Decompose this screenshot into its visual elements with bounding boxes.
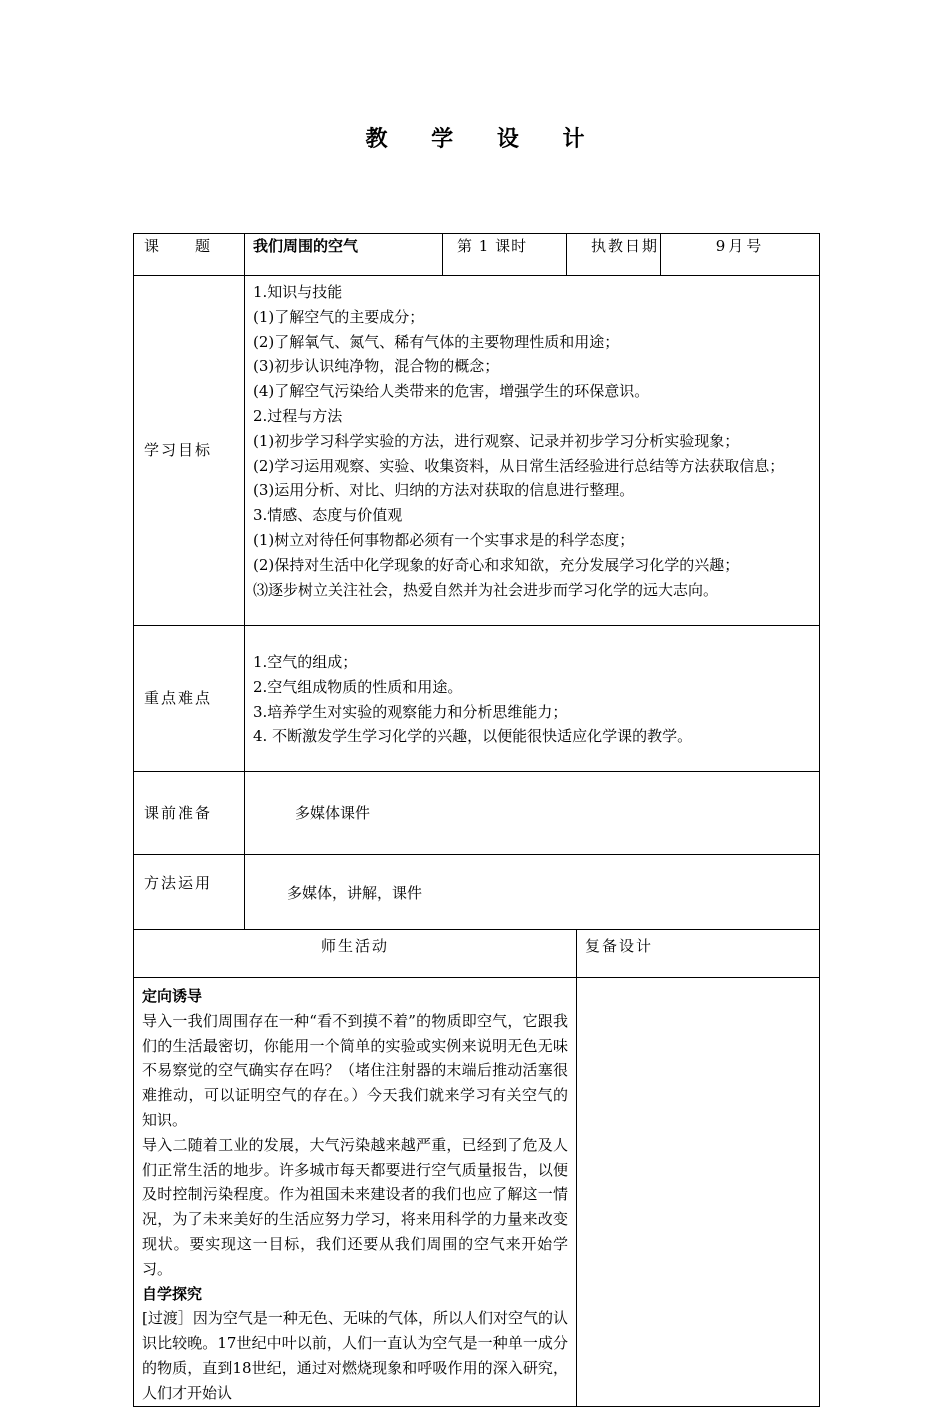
- preparation-value: 多媒体课件: [245, 772, 820, 855]
- activities-header-row: [134, 930, 820, 978]
- objective-line: (2)学习运用观察、实验、收集资料，从日常生活经验进行总结等方法获取信息；: [253, 456, 785, 475]
- section-heading: 定向诱导: [142, 987, 203, 1005]
- objective-line: 2.过程与方法: [253, 406, 343, 425]
- section-heading: 自学探究: [142, 1284, 203, 1303]
- preparation-label: 课前准备: [134, 772, 245, 855]
- lesson-plan-table: [133, 233, 820, 1407]
- methods-row: [134, 855, 820, 930]
- key-point-line: 2.空气组成物质的性质和用途。: [253, 677, 463, 696]
- course-name: 我们周围的空气: [245, 234, 443, 276]
- activities-content: [134, 978, 577, 1407]
- paragraph: [过渡］因为空气是一种无色、无味的气体，所以人们对空气的认识比较晚。17世纪中叶以前，人们一直认为空气是一种单一成分的物质，直到18世纪，通过对燃烧现象和呼吸作用的深入研究，人们才开始认: [142, 1309, 568, 1402]
- objective-line: (2)保持对生活中化学现象的好奇心和求知欲，充分发展学习化学的兴趣；: [253, 555, 740, 574]
- key-point-line: 3.培养学生对实验的观察能力和分析思维能力；: [253, 702, 568, 721]
- paragraph: 导入二随着工业的发展，大气污染越来越严重，已经到了危及人们正常生活的地步。许多城市每天都要进行空气质量报告，以便及时控制污染程度。作为祖国未来建设者的我们也应了解这一情况，为了未来美好的生活应努力学习，将来用科学的力量来改变现状。要实现这一目标，我们还要从我们周围的空气来开始学习。: [142, 1135, 568, 1278]
- lesson-number: 第 1 课时: [443, 234, 567, 276]
- key-point-line: 1.空气的组成；: [253, 652, 358, 671]
- header-row: [134, 234, 820, 276]
- objectives-content: [245, 276, 820, 626]
- key-points-row: [134, 626, 820, 772]
- objective-line: (3)初步认识纯净物，混合物的概念；: [253, 357, 500, 376]
- document-title: 教 学 设 计: [365, 126, 603, 152]
- paragraph: 导入一我们周围存在一种“看不到摸不着”的物质即空气，它跟我们的生活最密切，你能用一个简单的实验或实例来说明无色无味不易察觉的空气确实存在吗？（堵住注射器的末端后推动活塞很难推动，可以证明空气的存在。）今天我们就来学习有关空气的知识。: [142, 1011, 568, 1129]
- key-points-content: [245, 626, 820, 772]
- review-content: [577, 978, 820, 1407]
- objective-line: 1.知识与技能: [253, 283, 343, 301]
- objectives-row: [134, 276, 820, 626]
- activities-column-header: 师生活动: [134, 930, 577, 978]
- objective-line: (3)运用分析、对比、归纳的方法对获取的信息进行整理。: [253, 481, 635, 500]
- methods-label: 方法运用: [134, 855, 245, 930]
- review-column-header: 复备设计: [577, 930, 820, 978]
- date-label: 执教日期: [567, 234, 661, 276]
- objective-line: ⑶逐步树立关注社会，热爱自然并为社会进步而学习化学的远大志向。: [253, 580, 719, 599]
- methods-value: 多媒体，讲解，课件: [245, 855, 820, 930]
- objective-line: 3.情感、态度与价值观: [253, 506, 403, 525]
- preparation-row: [134, 772, 820, 855]
- objective-line: (1)了解空气的主要成分；: [253, 307, 425, 326]
- objective-line: (1)树立对待任何事物都必须有一个实事求是的科学态度；: [253, 530, 635, 549]
- objective-line: (2)了解氧气、氮气、稀有气体的主要物理性质和用途；: [253, 332, 620, 351]
- activities-body-row: [134, 978, 820, 1407]
- topic-label: 课 题: [134, 234, 245, 276]
- key-points-label: 重点难点: [134, 626, 245, 772]
- objective-line: (1)初步学习科学实验的方法，进行观察、记录并初步学习分析实验现象；: [253, 431, 740, 450]
- date-value: 9月号: [661, 234, 820, 276]
- key-point-line: 4. 不断激发学生学习化学的兴趣，以便能很快适应化学课的教学。: [253, 727, 693, 746]
- objectives-label: 学习目标: [134, 276, 245, 626]
- objective-line: (4)了解空气污染给人类带来的危害，增强学生的环保意识。: [253, 382, 650, 401]
